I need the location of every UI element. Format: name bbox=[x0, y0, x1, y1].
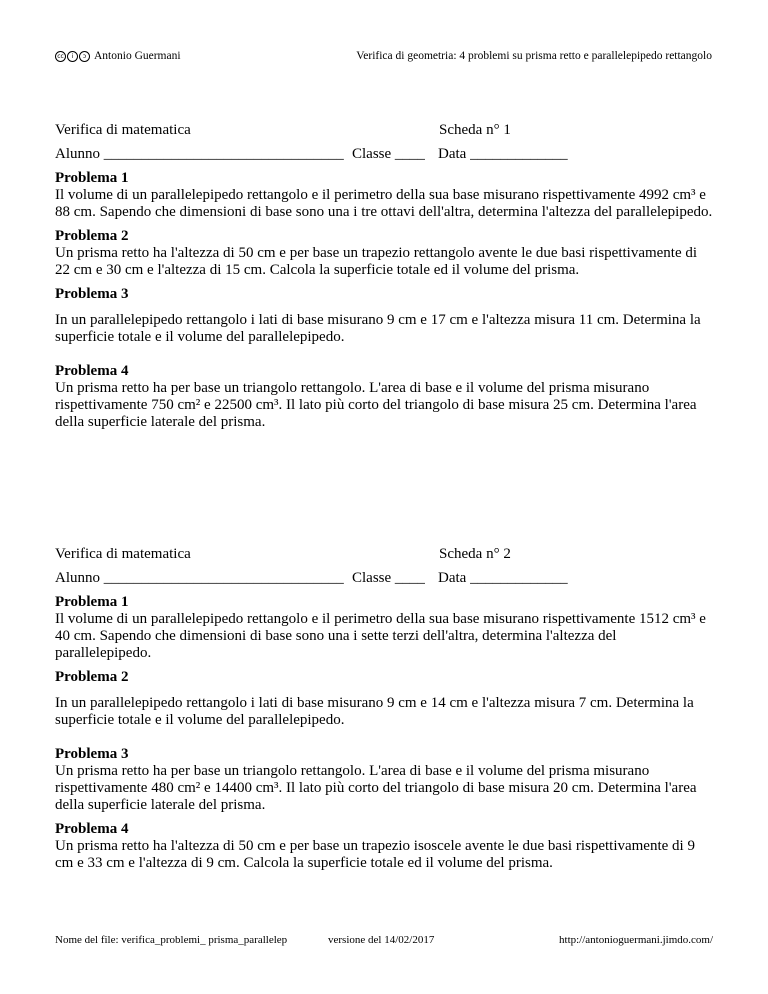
alunno-field: Alunno ________________________________ bbox=[55, 146, 344, 162]
problem bbox=[55, 746, 715, 814]
data-field: Data _____________ bbox=[438, 570, 568, 586]
problem-title: Problema 2 bbox=[55, 228, 129, 244]
problem-title: Problema 4 bbox=[55, 363, 129, 379]
footer-filename: Nome del file: verifica_problemi_ prisma_parallelep bbox=[55, 934, 288, 946]
cc-license-icons bbox=[55, 51, 90, 62]
problem-text: Il volume di un parallelepipedo rettangolo e il perimetro della sua base misurano rispettivamente 1512 cm³ e 40 cm. Sapendo che dimensioni di base sono una i sette terzi dell'altra, determina l'altezza del parallelepipedo. bbox=[55, 611, 706, 661]
sa-icon: ↄ bbox=[79, 51, 90, 62]
problem-text: Un prisma retto ha l'altezza di 50 cm e per base un trapezio isoscele avente le due basi rispettivamente di 9 cm e 33 cm e l'altezza di 9 cm. Calcola la superficie totale ed il volume del prisma. bbox=[55, 838, 695, 871]
problem bbox=[55, 363, 715, 431]
scheda-number: Scheda n° 2 bbox=[439, 546, 511, 562]
problem bbox=[55, 594, 715, 662]
author-name: Antonio Guermani bbox=[94, 50, 181, 62]
problem-title: Problema 2 bbox=[55, 669, 129, 685]
document-title: Verifica di geometria: 4 problemi su prisma retto e parallelepipedo rettangolo bbox=[356, 50, 712, 62]
cc-icon: cc bbox=[55, 51, 66, 62]
problem-text: Un prisma retto ha per base un triangolo rettangolo. L'area di base e il volume del prisma misurano rispettivamente 480 cm² e 14400 cm³. Il lato più corto del triangolo di base misura 20 cm. Determina l'area della superficie laterale del prisma. bbox=[55, 763, 697, 813]
page-header-left bbox=[55, 50, 181, 62]
data-field: Data _____________ bbox=[438, 146, 568, 162]
problem bbox=[55, 286, 715, 346]
by-icon: i bbox=[67, 51, 78, 62]
problem-title: Problema 1 bbox=[55, 170, 129, 186]
problem-title: Problema 1 bbox=[55, 594, 129, 610]
alunno-field: Alunno ________________________________ bbox=[55, 570, 344, 586]
problem bbox=[55, 170, 715, 221]
footer-url: http://antonioguermani.jimdo.com/ bbox=[559, 934, 713, 946]
problem bbox=[55, 228, 715, 279]
problem-text: In un parallelepipedo rettangolo i lati di base misurano 9 cm e 17 cm e l'altezza misura 11 cm. Determina la superficie totale e il volume del parallelepipedo. bbox=[55, 312, 701, 345]
problem bbox=[55, 669, 715, 729]
problem-title: Problema 3 bbox=[55, 746, 129, 762]
problem-text: Un prisma retto ha per base un triangolo rettangolo. L'area di base e il volume del prisma misurano rispettivamente 750 cm² e 22500 cm³. Il lato più corto del triangolo di base misura 25 cm. Determina l'area della superficie laterale del prisma. bbox=[55, 380, 697, 430]
problem-text: Un prisma retto ha l'altezza di 50 cm e per base un trapezio rettangolo avente le due basi rispettivamente di 22 cm e 30 cm e l'altezza di 15 cm. Calcola la superficie totale ed il volume del prisma. bbox=[55, 245, 698, 278]
classe-field: Classe ____ bbox=[352, 570, 425, 586]
scheda-number: Scheda n° 1 bbox=[439, 122, 511, 138]
problem-text: In un parallelepipedo rettangolo i lati di base misurano 9 cm e 14 cm e l'altezza misura 7 cm. Determina la superficie totale e il volume del parallelepipedo. bbox=[55, 695, 694, 728]
problem bbox=[55, 821, 715, 872]
sheet-title: Verifica di matematica bbox=[55, 122, 191, 138]
sheet-title: Verifica di matematica bbox=[55, 546, 191, 562]
problem-title: Problema 3 bbox=[55, 286, 129, 302]
footer-version: versione del 14/02/2017 bbox=[328, 934, 435, 946]
problem-text: Il volume di un parallelepipedo rettangolo e il perimetro della sua base misurano rispettivamente 4992 cm³ e 88 cm. Sapendo che dimensioni di base sono una i tre ottavi dell'altra, determina l'altezza del parallelepipedo. bbox=[55, 187, 713, 220]
sheet-1 bbox=[55, 122, 715, 431]
classe-field: Classe ____ bbox=[352, 146, 425, 162]
problem-title: Problema 4 bbox=[55, 821, 129, 837]
sheet-2 bbox=[55, 546, 715, 872]
